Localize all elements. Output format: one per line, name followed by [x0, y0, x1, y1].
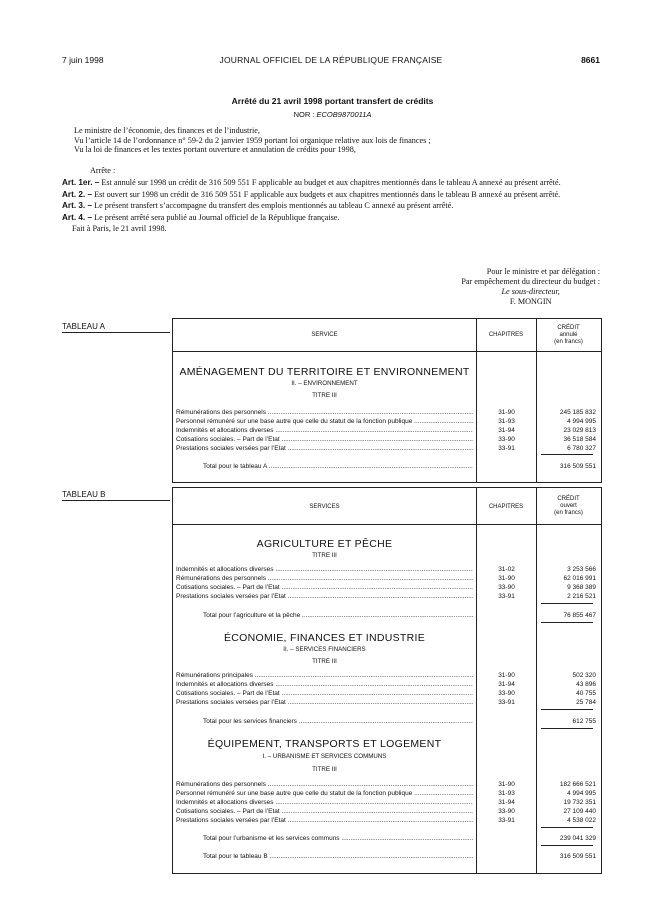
preamble-line: Le ministre de l’économie, des finances et de l’industrie, — [74, 126, 260, 135]
signature-title: Le sous-directeur, — [501, 287, 560, 296]
subsection-title: II. – SERVICES FINANCIERS — [283, 646, 366, 653]
col-credit: CRÉDIT — [557, 496, 580, 502]
table-row: Prestations sociales versées par l’Etat ..... 33-91 6 780 327 — [173, 445, 601, 453]
col-credit-unit: (en francs) — [554, 339, 583, 345]
page-number: 8661 — [581, 55, 600, 65]
col-chapitres: CHAPITRES — [488, 332, 524, 338]
table-row: Cotisations sociales. – Part de l’Etat ..... 33-90 27 109 440 — [173, 808, 601, 816]
preamble — [62, 126, 599, 155]
titre-label: TITRE III — [312, 392, 337, 399]
col-chapitres: CHAPITRES — [488, 504, 524, 510]
table-a-header — [173, 319, 601, 352]
article-4: Art. 4. – Le présent arrêté sera publié au Journal officiel de la République française. — [62, 212, 340, 222]
issue-date: 7 juin 1998 — [62, 55, 104, 65]
signature-line: Pour le ministre et par délégation : — [486, 267, 600, 276]
section-title: ÉQUIPEMENT, TRANSPORTS ET LOGEMENT — [207, 738, 442, 750]
table-total: Total pour le tableau A ..... 316 509 551 — [173, 463, 601, 472]
table-b — [172, 487, 602, 874]
table-row: Rémunérations des personnels ..... 31-90 245 185 832 — [173, 409, 601, 417]
table-row: Cotisations sociales. – Part de l’Etat ..... 33-90 9 368 389 — [173, 584, 601, 592]
nor-label: NOR : — [293, 110, 315, 119]
col-credit-sub: ouvert — [560, 503, 577, 509]
table-row: Indemnités et allocations diverses ..... 31-94 19 732 351 — [173, 799, 601, 807]
subsection-title: II. – ENVIRONNEMENT — [291, 380, 358, 387]
table-row: Personnel rémunéré sur une base autre que celle du statut de la fonction publique ..... 31-93 4 994 995 — [173, 418, 601, 426]
table-row: Indemnités et allocations diverses ..... 31-94 23 029 813 — [173, 427, 601, 435]
titre-label: TITRE III — [312, 766, 337, 773]
article-1: Art. 1er. – Est annulé sur 1998 un crédit de 316 509 551 F applicable au budget et aux chapitres mentionnés dans le tableau A annexé au présent arrêté. — [62, 178, 561, 187]
signatory-name: F. MONGIN — [509, 297, 552, 306]
table-total: Total pour l’agriculture et la pêche ..... 76 855 467 — [173, 612, 601, 621]
table-row: Prestations sociales versées par l’Etat ..... 33-91 25 784 — [173, 699, 601, 707]
journal-name: JOURNAL OFFICIEL DE LA RÉPUBLIQUE FRANÇAISE — [219, 55, 443, 65]
table-row: Rémunérations principales ..... 31-90 502 320 — [173, 672, 601, 680]
table-row: Prestations sociales versées par l’Etat ..... 33-91 2 216 521 — [173, 593, 601, 601]
table-b-header — [173, 488, 601, 525]
decree-title: Arrêté du 21 avril 1998 portant transfert de crédits — [231, 96, 434, 106]
subsection-title: I. – URBANISME ET SERVICES COMMUNS — [262, 753, 387, 760]
section-title: AGRICULTURE ET PÊCHE — [256, 538, 393, 550]
articles — [62, 178, 599, 234]
col-credit-sub: annulé — [559, 332, 578, 338]
col-credit: CRÉDIT — [557, 325, 580, 331]
section-title: ÉCONOMIE, FINANCES ET INDUSTRIE — [223, 632, 426, 644]
table-a — [172, 318, 602, 483]
table-row: Rémunérations des personnels ..... 31-90 62 016 991 — [173, 575, 601, 583]
preamble-line: Vu l’article 14 de l’ordonnance n° 59-2 du 2 janvier 1959 portant loi organique relative aux lois de finances ; — [74, 135, 431, 145]
col-services: SERVICES — [309, 504, 340, 510]
titre-label: TITRE III — [312, 552, 337, 559]
table-b-label: TABLEAU B — [62, 490, 170, 501]
table-row: Indemnités et allocations diverses ..... 31-94 43 896 — [173, 681, 601, 689]
grand-total: Total pour le tableau B ..... 316 509 551 — [173, 853, 601, 862]
table-row: Prestations sociales versées par l’Etat ..... 33-91 4 538 022 — [173, 817, 601, 825]
table-row: Indemnités et allocations diverses ..... 31-02 3 253 566 — [173, 566, 601, 574]
article-2: Art. 2. – Est ouvert sur 1998 un crédit de 316 509 551 F applicable aux budgets et aux chapitres mentionnés dans le tableau B annexé au présent arrêté. — [62, 189, 561, 199]
signature-block — [461, 267, 600, 307]
nor-code: ECOB9870011A — [316, 110, 372, 119]
preamble-line: Vu la loi de finances et les textes portant ouverture et annulation de crédits pour 1998, — [74, 145, 356, 154]
signature-line: Par empêchement du directeur du budget : — [461, 277, 600, 286]
table-row: Cotisations sociales. – Part de l’Etat ..... 33-90 36 518 584 — [173, 436, 601, 444]
fait-line: Fait à Paris, le 21 avril 1998. — [72, 224, 167, 233]
table-row: Cotisations sociales. – Part de l’Etat ..... 33-90 40 755 — [173, 690, 601, 698]
table-row: Personnel rémunéré sur une base autre que celle du statut de la fonction publique ..... 31-93 4 994 995 — [173, 790, 601, 798]
section-title: AMÉNAGEMENT DU TERRITOIRE ET ENVIRONNEMENT — [179, 366, 470, 378]
arrete-label: Arrête : — [90, 166, 116, 175]
article-3: Art. 3. – Le présent transfert s’accompagne du transfert des emplois mentionnés au tableau C annexé au présent arrêté. — [62, 201, 454, 210]
col-credit-unit: (en francs) — [554, 510, 583, 516]
titre-label: TITRE III — [312, 658, 337, 665]
table-total: Total pour l’urbanisme et les services communs ..... 239 041 329 — [173, 835, 601, 844]
table-row: Rémunérations des personnels ..... 31-90 182 666 521 — [173, 781, 601, 789]
table-a-label: TABLEAU A — [62, 322, 170, 333]
col-service: SERVICE — [311, 332, 338, 338]
table-total: Total pour les services financiers ..... 612 755 — [173, 718, 601, 727]
page-header — [62, 55, 600, 67]
nor-reference — [0, 110, 665, 119]
